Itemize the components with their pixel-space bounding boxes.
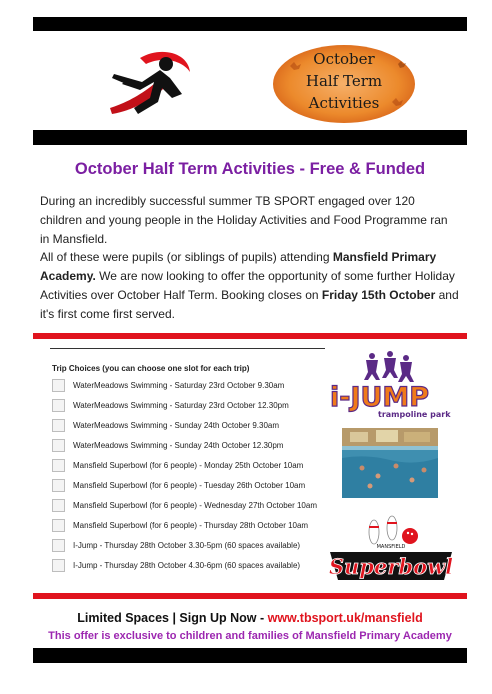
page-title: October Half Term Activities - Free & Funded — [74, 160, 426, 178]
trip-label: I-Jump - Thursday 28th October 4.30-6pm (60 spaces available) — [73, 560, 301, 570]
trip-checkbox[interactable] — [52, 479, 65, 492]
intro-text-a: All of these were pupils (or siblings of pupils) attending — [40, 250, 333, 264]
trip-checkbox[interactable] — [52, 459, 65, 472]
oval-line-2: Half Term — [305, 72, 383, 90]
trip-label: Mansfield Superbowl (for 6 people) - Thursday 28th October 10am — [73, 520, 309, 530]
trip-checkbox[interactable] — [52, 379, 65, 392]
trip-label: I-Jump - Thursday 28th October 3.30-5pm (60 spaces available) — [73, 540, 301, 550]
closing-date: Friday 15th October — [321, 288, 436, 302]
trip-row[interactable] — [52, 377, 284, 393]
trip-row[interactable] — [52, 417, 279, 433]
school-name: Mansfield Primary Academy. — [40, 250, 437, 283]
trip-checkbox[interactable] — [52, 399, 65, 412]
header-bottom-black-bar — [33, 130, 467, 145]
signup-link[interactable]: www.tbsport.uk/mansfield — [267, 611, 423, 625]
swimming-pool-photo — [342, 428, 438, 498]
superbowl-top-text: MANSFIELD — [376, 544, 406, 550]
ijump-logo-icon — [330, 350, 451, 420]
trip-label: Mansfield Superbowl (for 6 people) - Tuesday 26th October 10am — [73, 480, 306, 490]
form-top-line — [50, 348, 325, 349]
trip-row[interactable] — [52, 397, 289, 413]
trip-checkbox[interactable] — [52, 559, 65, 572]
top-black-bar — [33, 17, 467, 31]
trip-label: WaterMeadows Swimming - Sunday 24th October 9.30am — [73, 420, 280, 430]
trip-checkbox[interactable] — [52, 539, 65, 552]
signup-line — [33, 611, 467, 625]
runner-logo-icon — [100, 48, 192, 120]
red-divider-bottom — [33, 593, 467, 599]
trip-choices-title: Trip Choices (you can choose one slot for each trip) — [52, 364, 250, 373]
superbowl-logo-icon — [326, 510, 456, 586]
banner-oval-text — [272, 48, 416, 114]
intro-paragraph-2 — [40, 248, 460, 324]
trip-checkbox[interactable] — [52, 419, 65, 432]
oval-line-3: Activities — [308, 94, 380, 112]
trip-row[interactable] — [52, 557, 300, 573]
intro-text-b: We are now looking to offer the opportunity of some further Holiday Activities over October Half Term. Booking closes on — [40, 269, 455, 302]
trip-row[interactable] — [52, 457, 303, 473]
red-divider-top — [33, 333, 467, 339]
trip-label: Mansfield Superbowl (for 6 people) - Monday 25th October 10am — [73, 460, 304, 470]
bottom-black-bar — [33, 648, 467, 663]
signup-text: Limited Spaces | Sign Up Now - — [77, 611, 268, 625]
intro-text-c: and it's first come first served. — [40, 288, 459, 321]
trip-label: WaterMeadows Swimming - Saturday 23rd October 12.30pm — [73, 400, 289, 410]
trip-checkbox[interactable] — [52, 439, 65, 452]
trip-row[interactable] — [52, 537, 300, 553]
trip-label: Mansfield Superbowl (for 6 people) - Wednesday 27th October 10am — [73, 500, 317, 510]
trip-row[interactable] — [52, 477, 305, 493]
trip-checkbox[interactable] — [52, 499, 65, 512]
exclusive-offer-line: This offer is exclusive to children and families of Mansfield Primary Academy — [48, 630, 452, 642]
trip-label: WaterMeadows Swimming - Sunday 24th October 12.30pm — [73, 440, 284, 450]
trip-row[interactable] — [52, 517, 308, 533]
trip-checkbox[interactable] — [52, 519, 65, 532]
oval-line-1: October — [313, 50, 375, 68]
trip-label: WaterMeadows Swimming - Saturday 23rd October 9.30am — [73, 380, 285, 390]
trip-row[interactable] — [52, 437, 283, 453]
ijump-word: i-JUMP — [330, 382, 430, 413]
intro-paragraph-1: During an incredibly successful summer TB SPORT engaged over 120 children and young people in the Holiday Activities and Food Programme ran in Mansfield. — [40, 194, 448, 246]
trip-row[interactable] — [52, 497, 317, 513]
ijump-subtitle: trampoline park — [378, 410, 451, 419]
superbowl-word: Superbowl — [328, 554, 454, 579]
